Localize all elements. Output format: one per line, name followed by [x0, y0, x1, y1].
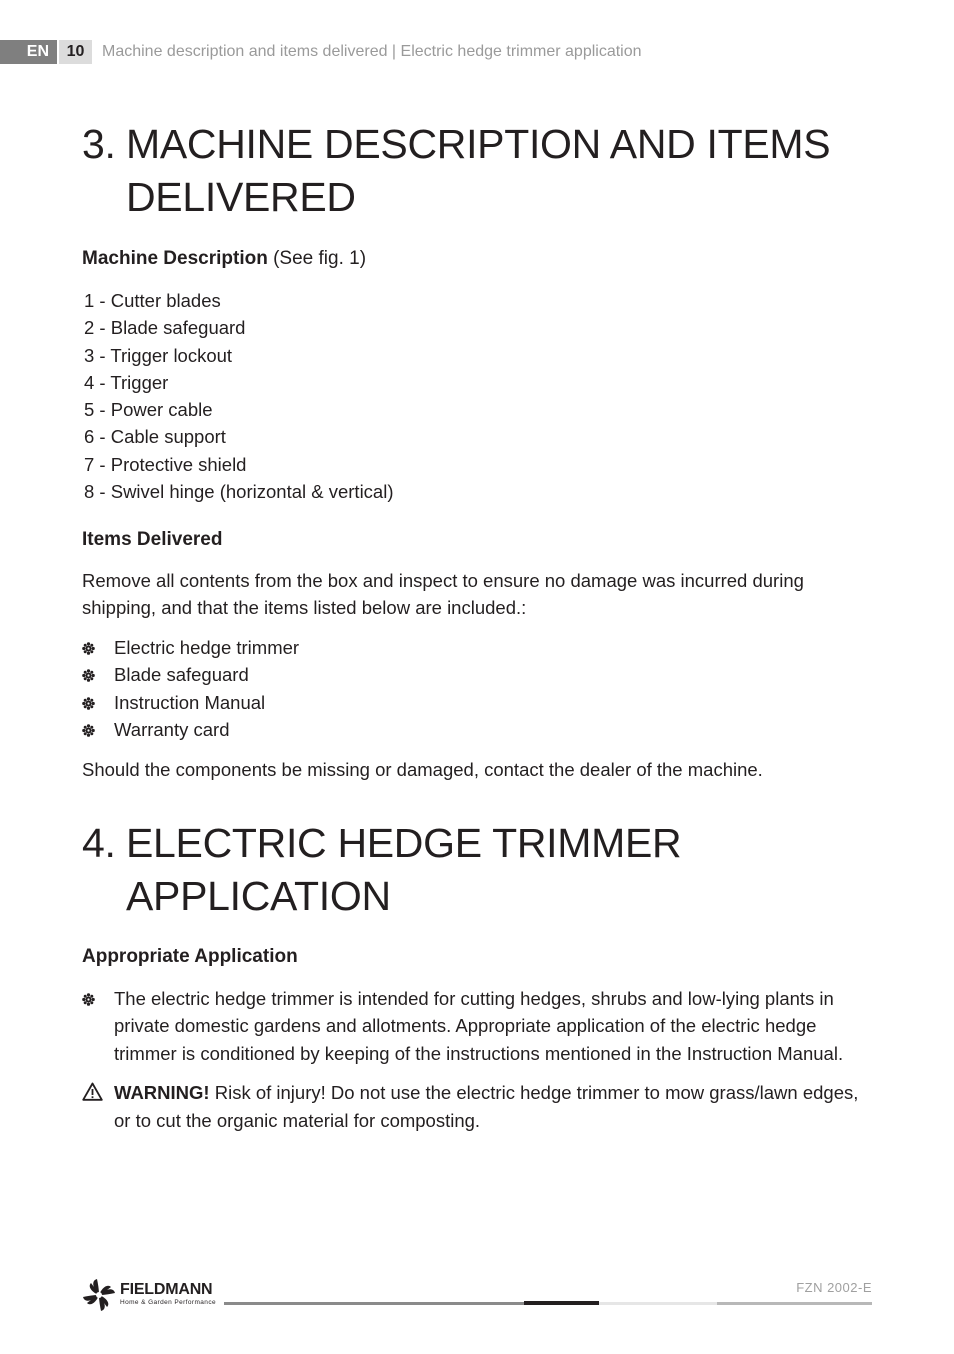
section-3-heading: [82, 118, 882, 224]
footer-rule-segment: [599, 1302, 717, 1305]
section-4-heading: [82, 817, 882, 923]
list-item: 8 - Swivel hinge (horizontal & vertical): [84, 481, 394, 503]
list-item-text: The electric hedge trimmer is intended for cutting hedges, shrubs and low-lying plants in private domestic gardens and allotments. Appropriate application of the electric hedge trimmer is conditioned by keeping of the instructions mentioned in the Instruction Manual.: [114, 988, 844, 1064]
flower-bullet-icon: [82, 669, 95, 682]
footer-rule-segment: [524, 1301, 599, 1305]
list-item: [82, 634, 872, 661]
items-delivered-heading: Items Delivered: [82, 529, 223, 550]
appropriate-application-list: [82, 985, 872, 1067]
section-3-number: 3.: [82, 121, 116, 167]
list-item-text: Instruction Manual: [114, 691, 266, 713]
list-item: 4 - Trigger: [84, 371, 169, 393]
list-item: 5 - Power cable: [84, 399, 213, 421]
warning-label: WARNING!: [114, 1082, 210, 1103]
flower-bullet-icon: [82, 993, 95, 1006]
flower-bullet-icon: [82, 697, 95, 710]
machine-parts-list: [84, 287, 394, 505]
section-4-number: 4.: [82, 820, 116, 866]
list-item-text: Warranty card: [114, 718, 230, 740]
machine-description-heading: [82, 248, 366, 270]
items-delivered-intro: Remove all contents from the box and inspect to ensure no damage was incurred during shipping, and that the items listed below are included.:: [82, 570, 804, 618]
flower-bullet-icon: [82, 642, 95, 655]
list-item: [82, 985, 872, 1067]
section-3-title-line2: DELIVERED: [126, 174, 356, 220]
running-title: Machine description and items delivered | Electric hedge trimmer application: [102, 43, 642, 60]
language-tag: EN: [0, 40, 57, 64]
list-item-text: Electric hedge trimmer: [114, 637, 300, 658]
list-item: 2 - Blade safeguard: [84, 317, 246, 339]
page-number: 10: [59, 40, 92, 64]
flower-bullet-icon: [82, 724, 95, 737]
list-item: [82, 716, 872, 743]
appropriate-application-heading: Appropriate Application: [82, 946, 298, 967]
list-item: [82, 689, 872, 716]
warning-block: [82, 1079, 872, 1134]
footer-rule-segment: [224, 1302, 524, 1305]
missing-components-note: Should the components be missing or damaged, contact the dealer of the machine.: [82, 759, 763, 780]
figure-reference: (See fig. 1): [273, 248, 367, 269]
list-item: [82, 661, 872, 688]
list-item: 6 - Cable support: [84, 426, 226, 448]
list-item: 7 - Protective shield: [84, 453, 247, 475]
page-header: [0, 40, 642, 64]
warning-triangle-icon: [82, 1082, 103, 1101]
warning-message: Risk of injury! Do not use the electric hedge trimmer to mow grass/lawn edges, or to cut the organic material for composting.: [114, 1082, 859, 1131]
items-delivered-list: [82, 634, 872, 743]
list-item-text: Blade safeguard: [114, 664, 249, 686]
model-number: FZN 2002-E: [796, 1280, 872, 1295]
footer-rule-segment: [717, 1302, 872, 1305]
machine-description-label: Machine Description: [82, 248, 268, 269]
list-item: 1 - Cutter blades: [84, 290, 221, 311]
section-4-title-line2: APPLICATION: [126, 873, 391, 919]
list-item: 3 - Trigger lockout: [84, 344, 233, 366]
section-3-title-line1: MACHINE DESCRIPTION AND ITEMS: [126, 121, 831, 167]
fieldmann-logo: [82, 1278, 227, 1314]
fan-logo-icon: [82, 1278, 116, 1312]
warning-text: [82, 1079, 872, 1134]
section-4-title-line1: ELECTRIC HEDGE TRIMMER: [126, 820, 682, 866]
brand-name: FIELDMANN: [120, 1281, 213, 1298]
brand-tagline: Home & Garden Performance: [120, 1299, 216, 1306]
